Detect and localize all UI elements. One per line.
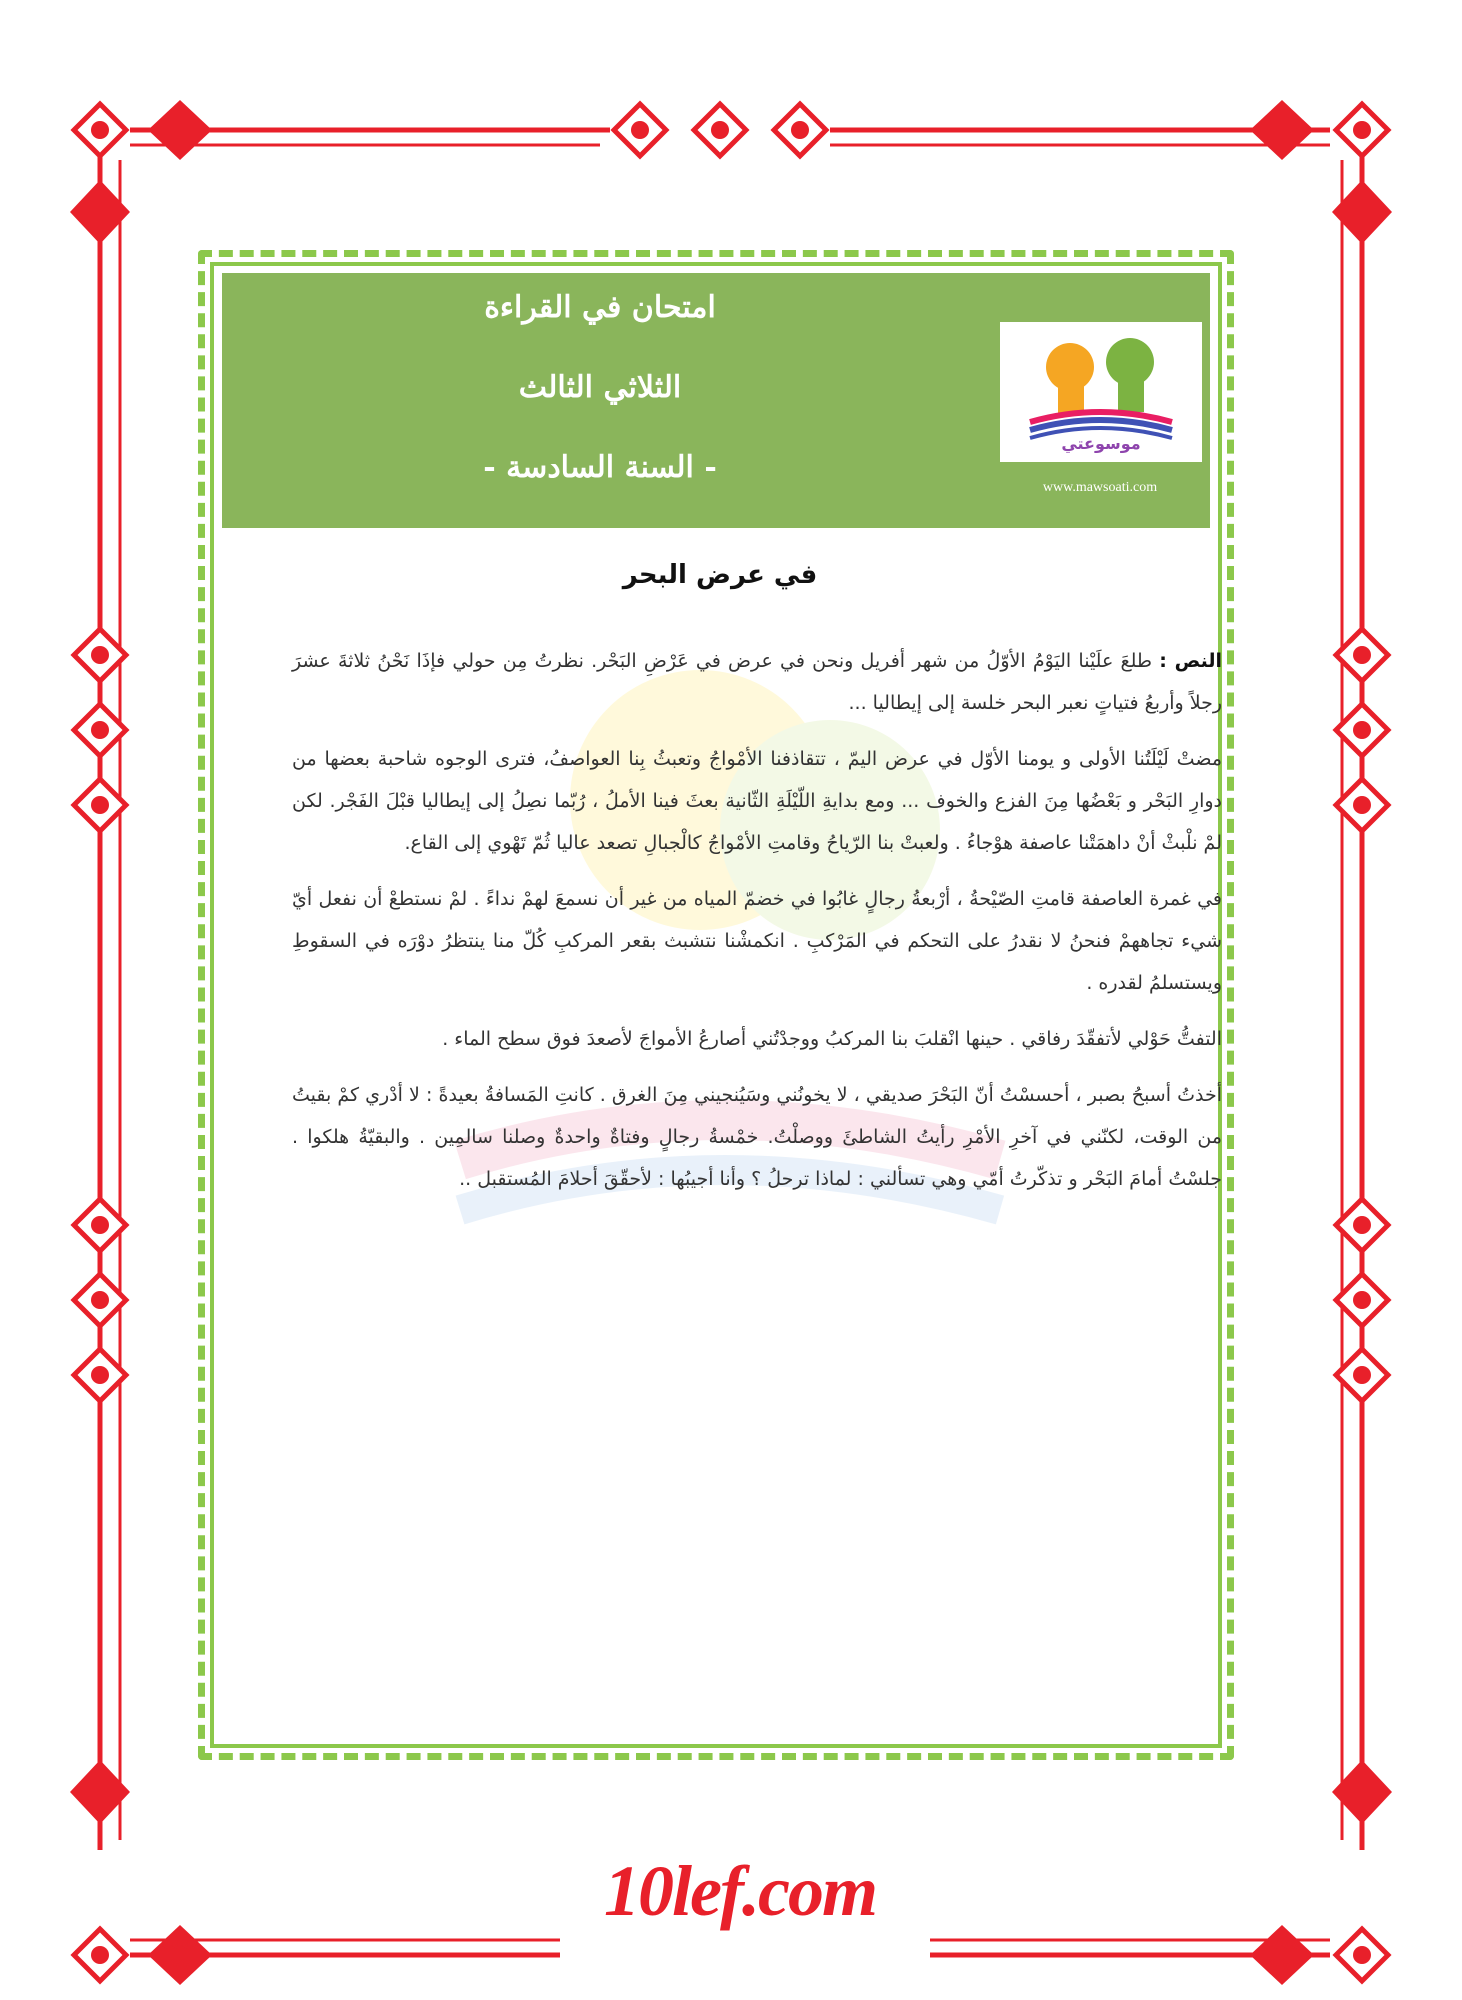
site-watermark: 10lef.com xyxy=(530,1850,950,1933)
paragraph-4: التفتُّ حَوْلي لأتفقّدَ رفاقي . حينها انْقلبَ بنا المركبُ ووجدْتُني أصارعُ الأمواجَ لأصعدَ فوق سطح الماء . xyxy=(442,1028,1222,1050)
exam-title: امتحان في القراءة xyxy=(484,290,716,325)
exam-grade: - السنة السادسة - xyxy=(483,450,717,485)
frame-dot xyxy=(1353,721,1371,739)
paragraph-3: في غمرة العاصفة قامتِ الصّيْحةُ ، أرْبعةُ رجالٍ غابُوا في خضمّ المياه من غير أن نسمعَ لهمْ نداءً . لمْ نستطعْ أن نفعل أيّ شيء تجاههمْ فنحنُ لا نقدرُ على التحكم في المَرْكبِ . انكمشْنا نتشبث بقعر المركبِ كُلّ منا ينتظرُ دوْرَه في السقوطِ ويستسلمُ لقدره . xyxy=(292,888,1222,994)
logo-text: موسوعتي xyxy=(1061,434,1141,453)
reading-text xyxy=(292,640,1222,1214)
frame-dot xyxy=(91,1291,109,1309)
frame-dot xyxy=(91,646,109,664)
frame-dot xyxy=(91,121,109,139)
kid-green-icon xyxy=(1106,338,1154,386)
frame-dot xyxy=(1353,1291,1371,1309)
logo xyxy=(1000,322,1202,462)
frame-dot xyxy=(91,1366,109,1384)
frame-dot xyxy=(91,1946,109,1964)
frame-dot xyxy=(1353,1946,1371,1964)
kid-orange-icon xyxy=(1046,343,1094,391)
exam-term: الثلاثي الثالث xyxy=(518,370,682,405)
frame-dot xyxy=(711,121,729,139)
frame-dot xyxy=(1353,646,1371,664)
frame-dot xyxy=(91,1216,109,1234)
frame-dot xyxy=(91,796,109,814)
frame-dot xyxy=(91,721,109,739)
frame-dot xyxy=(1353,1216,1371,1234)
text-title: في عرض البحر xyxy=(622,560,818,590)
paragraph-2: مضتْ لَيْلَتُنا الأولى و يومنا الأوّل في عرض اليمّ ، تتقاذفنا الأمْواجُ وتعبثُ بِنا العواصفُ، فترى الوجوه شاحبة بعضها من دوارِ البَحْر و بَعْضُها مِنَ الفزع والخوف ... ومع بدايةِ اللّيْلَةِ الثّانية بعثَ فينا الأملُ ، رُبّما نصِلُ إلى إيطاليا قبْلَ الفَجْر. لكن لمْ نلْبثْ أنْ داهمَتْنا عاصفة هوْجاءُ . ولعبتْ بنا الرّياحُ وقامتِ الأمْواجُ كالْجبالِ تصعد عاليا ثُمّ تَهْوي إلى القاع. xyxy=(292,748,1222,854)
text-label: النص : xyxy=(1159,650,1222,672)
paragraph-5: أخذتُ أسبحُ بصبر ، أحسسْتُ أنّ البَحْرَ صديقي ، لا يخونُني وسَيُنجيني مِنَ الغرق . كانتِ المَسافةُ بعيدةً : لا أدْري كمْ بقيتُ من الوقت، لكنّني في آخرِ الأمْرِ رأيتُ الشاطئَ ووصلْتُ. خمْسةُ رجالٍ وفتاةٌ واحدةٌ وصلنا سالمِين . والبقيّةُ هلكوا . جلسْتُ أمامَ البَحْر و تذكّرتُ أمّي وهي تسألني : لماذا ترحلُ ؟ وأنا أجيبُها : لأحقّقَ أحلامَ المُستقبل .. xyxy=(292,1084,1222,1190)
frame-dot xyxy=(1353,796,1371,814)
paragraph-1: النص : طلعَ علَيْنا اليَوْمُ الأوّلُ من شهر أفريل ونحن في عرض في عَرْضِ البَحْر. نظرتُ مِن حولي فإذَا نَحْنُ ثلاثةَ عشرَ رجلاً وأربعُ فتياتٍ نعبر البحر خلسة إلى إيطاليا ... xyxy=(292,650,1222,714)
frame-dot xyxy=(1353,1366,1371,1384)
frame-dot xyxy=(791,121,809,139)
logo-url: www.mawsoati.com xyxy=(1042,480,1158,495)
frame-dot xyxy=(1353,121,1371,139)
frame-dot xyxy=(631,121,649,139)
